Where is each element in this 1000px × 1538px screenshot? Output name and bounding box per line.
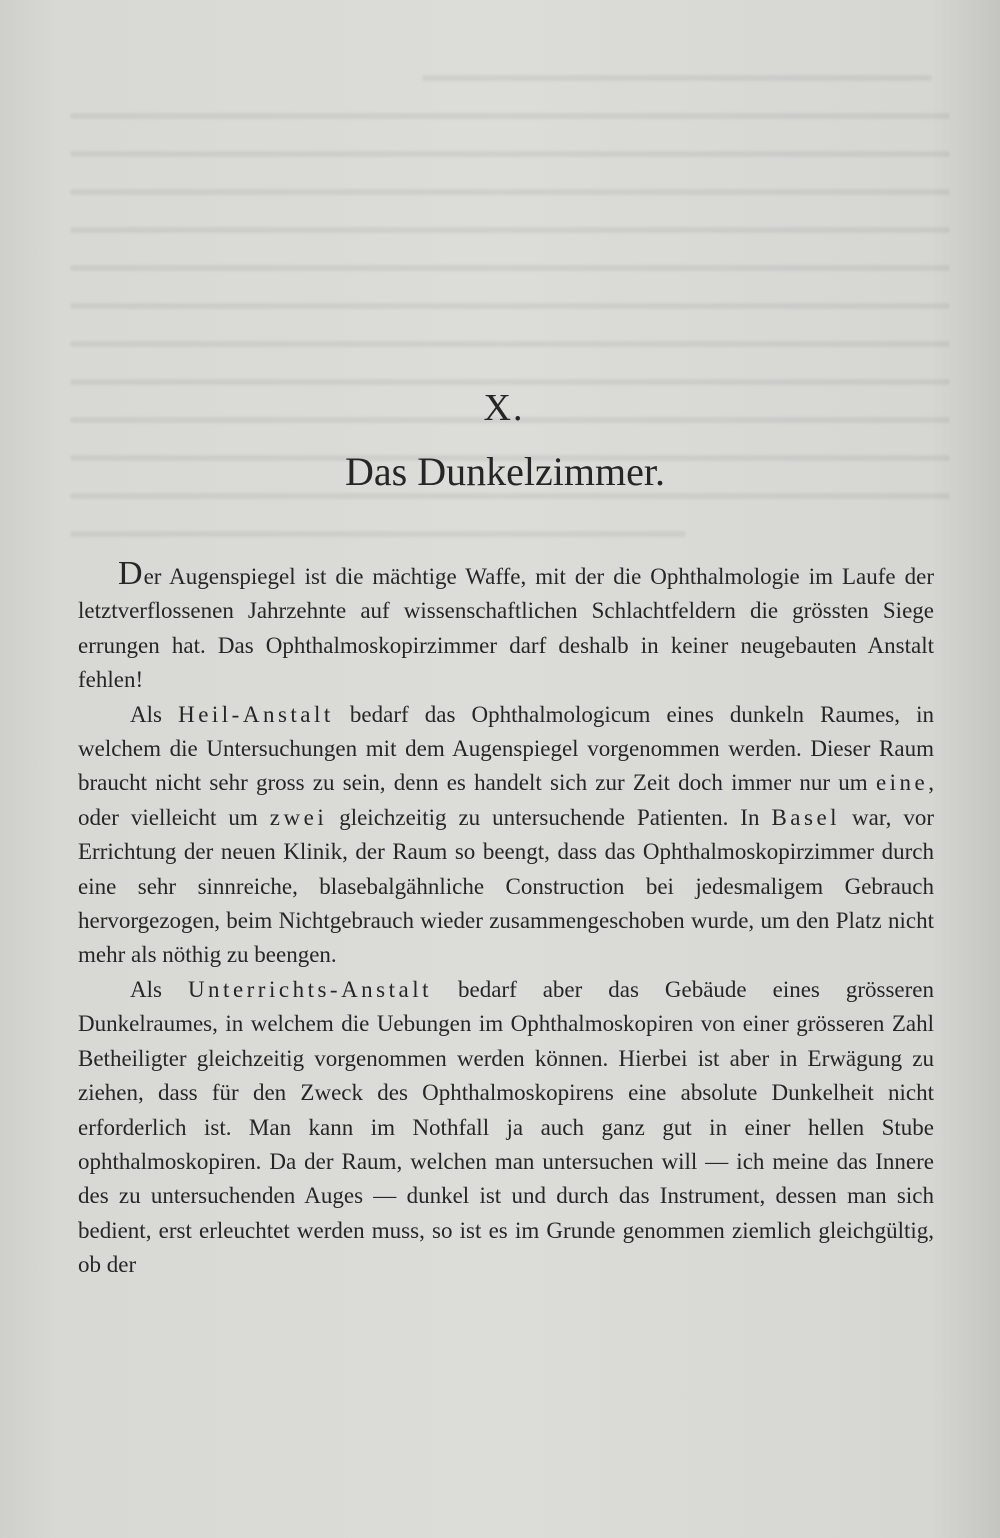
paragraph-3 xyxy=(78,973,934,1283)
ghost-line xyxy=(70,189,950,195)
ghost-line xyxy=(70,531,686,537)
ghost-line xyxy=(70,113,950,119)
emphasis-text: Unterrichts-Anstalt xyxy=(187,976,433,1002)
ghost-line xyxy=(70,265,950,271)
chapter-number: X. xyxy=(483,387,525,429)
drop-initial: D xyxy=(118,555,143,592)
ghost-line xyxy=(70,151,950,157)
paragraph-text: bedarf das Ophthalmologicum eines dunkeln Raumes, in welchem die Untersuchungen mit dem Augenspiegel vorgenommen werden. Dieser Raum braucht nicht sehr gross zu sein, denn es handelt sich zur Zeit doch immer nur um xyxy=(78,701,934,796)
paragraph-text: Als xyxy=(130,976,188,1002)
emphasis-text: Heil-Anstalt xyxy=(178,701,334,727)
paragraph-text: , oder vielleicht um xyxy=(78,770,934,830)
emphasis-text: eine xyxy=(875,770,929,796)
paragraph-text: bedarf aber das Gebäude eines grösseren Dunkelraumes, in welchem die Uebungen im Ophthalmoskopiren von einer grösseren Zahl Betheiligter gleichzeitig vorgenommen werden können. Hierbei ist aber in Erwägung zu ziehen, dass für den Zweck des Ophthalmoskopirens eine absolute Dunkelheit nicht erforderlich ist. Man kann im Nothfall ja auch ganz gut in einer hellen Stube ophthalmoskopiren. Da der Raum, welchen man untersuchen will — ich meine das Innere des zu untersuchenden Auges — dunkel ist und durch das Instrument, dessen man sich bedient, erst erleuchtet werden muss, so ist es im Grunde genommen ziemlich gleichgültig, ob der xyxy=(78,976,934,1278)
ghost-line xyxy=(70,227,950,233)
paragraph-text: er Augenspiegel ist die mächtige Waffe, mit der die Ophthalmologie im Laufe der letztverflossenen Jahrzehnte auf wissenschaftlichen Schlachtfeldern die grössten Siege errungen hat. Das Ophthalmoskopirzimmer darf deshalb in keiner neugebauten Anstalt fehlen! xyxy=(78,564,934,693)
emphasis-text: zwei xyxy=(269,804,328,830)
paragraph-2 xyxy=(78,698,934,973)
ghost-line xyxy=(70,341,950,347)
body-text xyxy=(78,555,934,1283)
ghost-line xyxy=(70,303,950,309)
show-through-text xyxy=(70,75,950,605)
paragraph-text: war, vor Errichtung der neuen Klinik, der Raum so beengt, dass das Ophthalmoskopirzimmer durch eine sehr sinnreiche, blasebalgähnliche Construction bei jedesmaligem Gebrauch hervorgezogen, beim Nichtgebrauch wieder zusammengeschoben wurde, um den Platz nicht mehr als nöthig zu beengen. xyxy=(78,804,934,968)
chapter-title: Das Dunkelzimmer. xyxy=(345,449,665,494)
chapter-header xyxy=(0,382,1000,502)
ghost-line xyxy=(422,75,932,81)
paragraph-text: Als xyxy=(130,701,179,727)
emphasis-text: Basel xyxy=(771,804,841,830)
paragraph-text: gleichzeitig zu untersuchende Patienten. In xyxy=(327,804,772,830)
paragraph-1 xyxy=(78,555,934,698)
